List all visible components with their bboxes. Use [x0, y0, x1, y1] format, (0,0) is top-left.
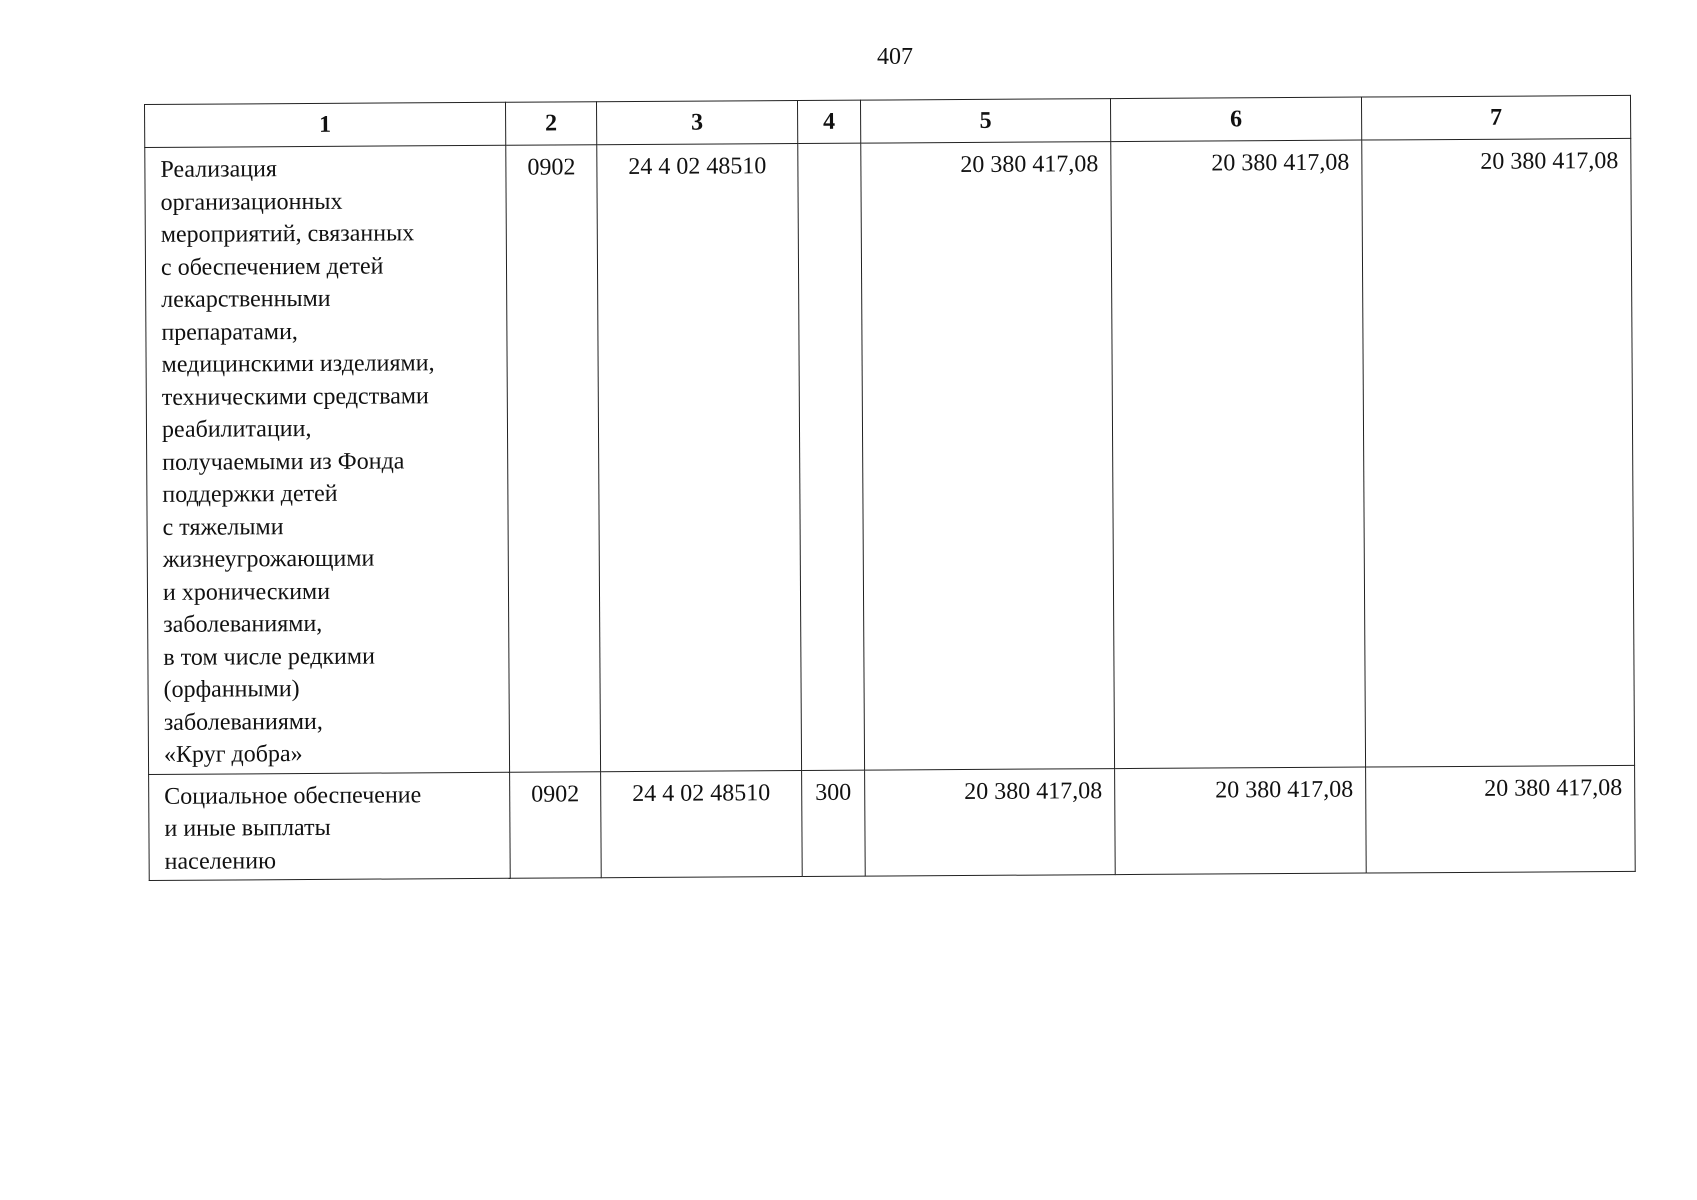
header-col-5: 5: [860, 99, 1110, 144]
row-target-code: 24 4 02 48510: [597, 144, 802, 772]
row-name-line: и иные выплаты: [164, 814, 331, 842]
table-row: [149, 765, 1636, 881]
row-amount-col5: 20 380 417,08: [865, 768, 1116, 876]
row-name-line: с обеспечением детей: [160, 253, 384, 281]
row-name-line: препаратами,: [161, 318, 298, 346]
page-number: 407: [877, 44, 913, 70]
row-name-line: поддержки детей: [162, 480, 338, 508]
budget-table: [144, 95, 1636, 881]
row-name-line: с тяжелыми: [162, 513, 284, 541]
row-name-line: жизнеугрожающими: [162, 545, 375, 573]
row-name-line: получаемыми из Фонда: [162, 447, 405, 476]
row-name-line: лекарственными: [161, 285, 331, 313]
row-amount-col7: 20 380 417,08: [1366, 765, 1636, 873]
header-col-1: 1: [145, 102, 506, 147]
row-amount-col6: 20 380 417,08: [1111, 140, 1366, 768]
header-col-4: 4: [797, 100, 860, 143]
row-name-line: организационных: [160, 188, 343, 216]
header-col-7: 7: [1361, 95, 1630, 140]
row-expense-type: 300: [802, 770, 866, 877]
row-section-code: 0902: [506, 145, 601, 772]
header-col-3: 3: [596, 101, 797, 145]
row-name-cell: [145, 145, 510, 774]
row-name-line: (орфанными): [163, 676, 300, 703]
row-expense-type: [798, 143, 865, 770]
table-row: [145, 138, 1635, 774]
row-name-line: техническими средствами: [161, 382, 429, 411]
row-name-cell: [149, 772, 511, 881]
row-name-line: заболеваниями,: [163, 708, 323, 736]
row-amount-col6: 20 380 417,08: [1115, 767, 1367, 875]
row-target-code: 24 4 02 48510: [601, 770, 803, 878]
row-amount-col5: 20 380 417,08: [861, 142, 1115, 770]
row-name-line: Социальное обеспечение: [164, 781, 422, 810]
row-name-line: реабилитации,: [161, 415, 312, 443]
row-name-line: заболеваниями,: [163, 610, 323, 638]
row-name-line: в том числе редкими: [163, 643, 375, 671]
row-name-line: медицинскими изделиями,: [161, 350, 435, 378]
row-name-line: «Круг добра»: [163, 741, 303, 768]
row-name-line: населению: [164, 847, 277, 875]
header-col-6: 6: [1110, 97, 1361, 142]
row-name-line: Реализация: [160, 156, 278, 183]
row-name-line: мероприятий, связанных: [160, 220, 415, 248]
header-col-2: 2: [505, 102, 596, 146]
row-section-code: 0902: [510, 771, 602, 878]
row-amount-col7: 20 380 417,08: [1362, 138, 1635, 766]
row-name-line: и хроническими: [162, 578, 331, 606]
